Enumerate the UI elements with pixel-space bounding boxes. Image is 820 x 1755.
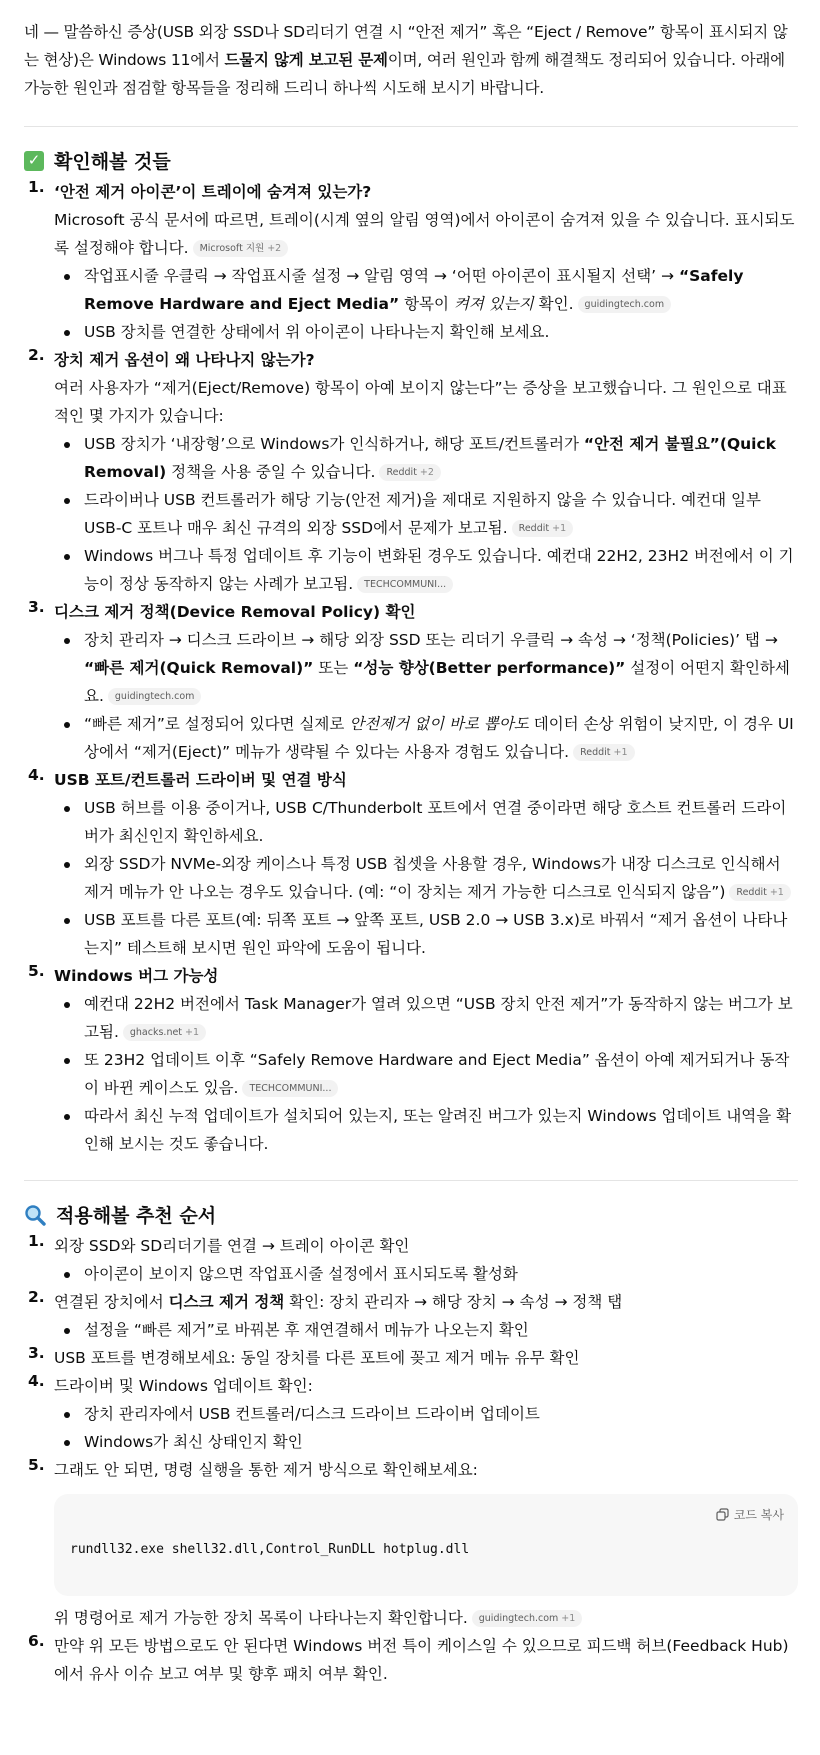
list-item: Windows가 최신 상태인지 확인 [54, 1428, 798, 1456]
step-item [24, 1632, 798, 1688]
step-bold: 디스크 제거 정책 [168, 1293, 285, 1311]
list-item [54, 1046, 798, 1102]
citation-chip[interactable] [123, 1024, 206, 1041]
list-item: 아이콘이 보이지 않으면 작업표시줄 설정에서 표시되도록 활성화 [54, 1260, 798, 1288]
bullet-text: 또 23H2 업데이트 이후 “Safely Remove Hardware and Eject Media” 옵션이 아예 제거되거나 동작이 바뀐 케이스도 있음. [84, 1051, 790, 1097]
citation-source: ghacks.net [129, 1027, 183, 1038]
citation-source: guidingtech.com [584, 299, 665, 310]
citation-count: +2 [267, 243, 282, 254]
step-text: 만약 위 모든 방법으로도 안 된다면 Windows 버전 특이 케이스일 수 있으므로 피드백 허브(Feedback Hub)에서 유사 이슈 보고 여부 및 향후 패치 여부 확인. [54, 1637, 789, 1683]
item-number: 3. [28, 598, 45, 616]
step-text: 외장 SSD와 SD리더기를 연결 → 트레이 아이콘 확인 [54, 1237, 410, 1255]
citation-chip[interactable] [512, 520, 573, 537]
list-item [54, 486, 798, 542]
step-text-part: 확인: 장치 관리자 → 해당 장치 → 속성 → 정책 탭 [284, 1293, 623, 1311]
bullet-list [54, 430, 798, 598]
step-number: 1. [28, 1232, 45, 1250]
list-item: 설정을 “빠른 제거”로 바꿔본 후 재연결해서 메뉴가 나오는지 확인 [54, 1316, 798, 1344]
intro-text: 네 — 말씀하신 증상(USB 외장 SSD나 SD리더기 연결 시 “안전 제거” 혹은 “Eject / Remove” 항목이 표시되지 않는 현상)은 Windows 11에서 [24, 23, 788, 69]
item-title: ‘안전 제거 아이콘’이 트레이에 숨겨져 있는가? [54, 183, 372, 201]
bullet-list [54, 626, 798, 766]
citation-count: +1 [561, 1613, 576, 1624]
intro-bold: 드물지 않게 보고된 문제 [224, 51, 388, 69]
item-title: 장치 제거 옵션이 왜 나타나지 않는가? [54, 351, 315, 369]
bullet-text: 따라서 최신 누적 업데이트가 설치되어 있는지, 또는 알려진 버그가 있는지 Windows 업데이트 내역을 확인해 보시는 것도 좋습니다. [84, 1107, 792, 1153]
bullet-text: 설정이 어떤지 확인하세요. [84, 659, 790, 705]
citation-source: Reddit [518, 523, 550, 534]
section-heading-steps [24, 1201, 798, 1228]
bullet-bold: “Safely Remove Hardware and Eject Media” [84, 267, 744, 313]
step-number: 5. [28, 1456, 45, 1474]
bullet-text: USB 장치를 연결한 상태에서 위 아이콘이 나타나는지 확인해 보세요. [84, 323, 550, 341]
step-text [54, 1288, 798, 1316]
checklist-item [24, 178, 798, 346]
step-text: 그래도 안 되면, 명령 실행을 통한 제거 방식으로 확인해보세요: [54, 1461, 478, 1479]
magnifying-glass-icon [24, 1204, 46, 1226]
bullet-bold: “성능 향상(Better performance)” [353, 659, 626, 677]
list-item [54, 710, 798, 766]
bullet-text: Windows 버그나 특정 업데이트 후 기능이 변화된 경우도 있습니다. 예컨대 22H2, 23H2 버전에서 이 기능이 정상 동작하지 않는 사례가 보고됨. [84, 547, 794, 593]
citation-source: TECHCOMMUNI... [249, 1083, 332, 1094]
bullet-text: 정책을 사용 중일 수 있습니다. [166, 463, 376, 481]
intro-text-2: 이며, 여러 원인과 함께 해결책도 정리되어 있습니다. 아래에 가능한 원인과 점검할 항목들을 정리해 드리니 하나씩 시도해 보시기 바랍니다. [24, 51, 785, 97]
list-item: 장치 관리자에서 USB 컨트롤러/디스크 드라이브 드라이버 업데이트 [54, 1400, 798, 1428]
bullet-text: USB 허브를 이용 중이거나, USB C/Thunderbolt 포트에서 연결 중이라면 해당 호스트 컨트롤러 드라이버가 최신인지 확인하세요. [84, 799, 787, 845]
step-number: 6. [28, 1632, 45, 1650]
bullet-text: 또는 [313, 659, 354, 677]
step-item [24, 1456, 798, 1632]
citation-chip[interactable] [472, 1610, 583, 1627]
bullet-text: 예컨대 22H2 버전에서 Task Manager가 열려 있으면 “USB 장치 안전 제거”가 동작하지 않는 버그가 보고됨. [84, 995, 793, 1041]
list-item [54, 542, 798, 598]
bullet-text: USB 장치가 ‘내장형’으로 Windows가 인식하거나, 해당 포트/컨트롤러가 [84, 435, 584, 453]
copy-icon [716, 1508, 729, 1521]
bullet-italic: 켜져 있는지 [453, 295, 534, 313]
item-number: 4. [28, 766, 45, 784]
bullet-text: “빠른 제거”로 설정되어 있다면 실제로 [84, 715, 350, 733]
step-number: 2. [28, 1288, 45, 1306]
item-number: 5. [28, 962, 45, 980]
citation-count: +2 [419, 467, 434, 478]
item-body [54, 206, 798, 262]
step-note [54, 1604, 798, 1632]
checklist-item [24, 598, 798, 766]
section-title: 확인해볼 것들 [54, 151, 171, 173]
bullet-list [54, 1260, 798, 1288]
bullet-list [54, 990, 798, 1158]
checklist [24, 178, 798, 1158]
citation-source: TECHCOMMUNI... [364, 579, 447, 590]
item-title: Windows 버그 가능성 [54, 967, 219, 985]
citation-chip[interactable] [357, 576, 453, 593]
bullet-text: 항목이 [399, 295, 454, 313]
item-body: 여러 사용자가 “제거(Eject/Remove) 항목이 아예 보이지 않는다”는 증상을 보고했습니다. 그 원인으로 대표적인 몇 가지가 있습니다: [54, 379, 787, 425]
citation-chip[interactable] [729, 884, 790, 901]
section-heading-checklist [24, 147, 798, 174]
body-text: Microsoft 공식 문서에 따르면, 트레이(시계 옆의 알림 영역)에서 아이콘이 숨겨져 있을 수 있습니다. 표시되도록 설정해야 합니다. [54, 211, 795, 257]
code-text[interactable]: rundll32.exe shell32.dll,Control_RunDLL hotplug.dll [70, 1542, 470, 1557]
citation-count: +1 [613, 747, 628, 758]
list-item [54, 430, 798, 486]
citation-source: guidingtech.com [114, 691, 195, 702]
citation-chip[interactable] [573, 744, 634, 761]
bullet-list [54, 794, 798, 962]
step-text: 드라이버 및 Windows 업데이트 확인: [54, 1377, 313, 1395]
step-item [24, 1372, 798, 1456]
list-item [54, 990, 798, 1046]
list-item [54, 906, 798, 962]
checklist-item [24, 962, 798, 1158]
citation-source: Reddit [580, 747, 611, 758]
citation-source: Microsoft 지원 [199, 243, 265, 254]
bullet-text: 외장 SSD가 NVMe-외장 케이스나 특정 USB 칩셋을 사용할 경우, Windows가 내장 디스크로 인식해서 제거 메뉴가 안 나오는 경우도 있습니다. (예: “이 장치는 제거 가능한 디스크로 인식되지 않음”) [84, 855, 781, 901]
bullet-italic: 안전제거 없이 바로 뽑아도 [349, 715, 529, 733]
step-text-part: 연결된 장치에서 [54, 1293, 169, 1311]
check-mark-button-icon: ✓ [24, 151, 44, 171]
code-block [54, 1494, 798, 1596]
list-item [54, 1102, 798, 1158]
bullet-bold: “안전 제거 불필요”(Quick Removal) [84, 435, 776, 481]
item-number: 1. [28, 178, 45, 196]
citation-chip[interactable] [193, 240, 289, 257]
item-title: 디스크 제거 정책(Device Removal Policy) 확인 [54, 603, 416, 621]
bullet-bold: “빠른 제거(Quick Removal)” [84, 659, 314, 677]
steps-list [24, 1232, 798, 1688]
citation-chip[interactable] [242, 1080, 338, 1097]
step-note-text: 위 명령어로 제거 가능한 장치 목록이 나타나는지 확인합니다. [54, 1609, 468, 1627]
bullet-text: USB 포트를 다른 포트(예: 뒤쪽 포트 → 앞쪽 포트, USB 2.0 → USB 3.x)로 바꿔서 “제거 옵션이 나타나는지” 테스트해 보시면 원인 파악에 도움이 됩니다. [84, 911, 788, 957]
bullet-text: 확인. [533, 295, 574, 313]
bullet-text: 장치 관리자 → 디스크 드라이브 → 해당 외장 SSD 또는 리더기 우클릭 → 속성 → ‘정책(Policies)’ 탭 → [84, 631, 778, 649]
step-text: USB 포트를 변경해보세요: 동일 장치를 다른 포트에 꽂고 제거 메뉴 유무 확인 [54, 1349, 580, 1367]
citation-count: +1 [769, 887, 784, 898]
list-item [54, 262, 798, 318]
citation-source: guidingtech.com [478, 1613, 559, 1624]
section-title: 적용해볼 추천 순서 [56, 1205, 217, 1227]
step-item [24, 1344, 798, 1372]
step-number: 4. [28, 1372, 45, 1390]
bullet-list [54, 1316, 798, 1344]
list-item [54, 626, 798, 710]
item-number: 2. [28, 346, 45, 364]
item-title: USB 포트/컨트롤러 드라이버 및 연결 방식 [54, 771, 347, 789]
list-item [54, 318, 798, 346]
citation-chip[interactable] [108, 688, 202, 705]
citation-count: +1 [552, 523, 567, 534]
citation-chip[interactable] [578, 296, 672, 313]
bullet-list [54, 262, 798, 346]
list-item [54, 850, 798, 906]
step-item [24, 1288, 798, 1344]
copy-label: 코드 복사 [733, 1508, 784, 1522]
chat-response [24, 18, 798, 1688]
citation-source: Reddit [736, 887, 767, 898]
bullet-text: 데이터 손상 위험이 낮지만, 이 경우 UI 상에서 “제거(Eject)” 메뉴가 생략될 수 있다는 사용자 경험도 있습니다. [84, 715, 794, 761]
intro-paragraph [24, 18, 798, 102]
list-item [54, 794, 798, 850]
checklist-item [24, 346, 798, 598]
step-item [24, 1232, 798, 1288]
bullet-list [54, 1400, 798, 1456]
citation-count: +1 [185, 1027, 200, 1038]
step-number: 3. [28, 1344, 45, 1362]
checklist-item [24, 766, 798, 962]
citation-chip[interactable] [379, 464, 440, 481]
copy-code-button[interactable] [716, 1506, 784, 1523]
bullet-text: 드라이버나 USB 컨트롤러가 해당 기능(안전 제거)을 제대로 지원하지 않을 수 있습니다. 예컨대 일부 USB-C 포트나 매우 최신 규격의 외장 SSD에서 문제가 보고됨. [84, 491, 761, 537]
citation-source: Reddit [386, 467, 417, 478]
bullet-text: 작업표시줄 우클릭 → 작업표시줄 설정 → 알림 영역 → ‘어떤 아이콘이 표시될지 선택’ → [84, 267, 679, 285]
